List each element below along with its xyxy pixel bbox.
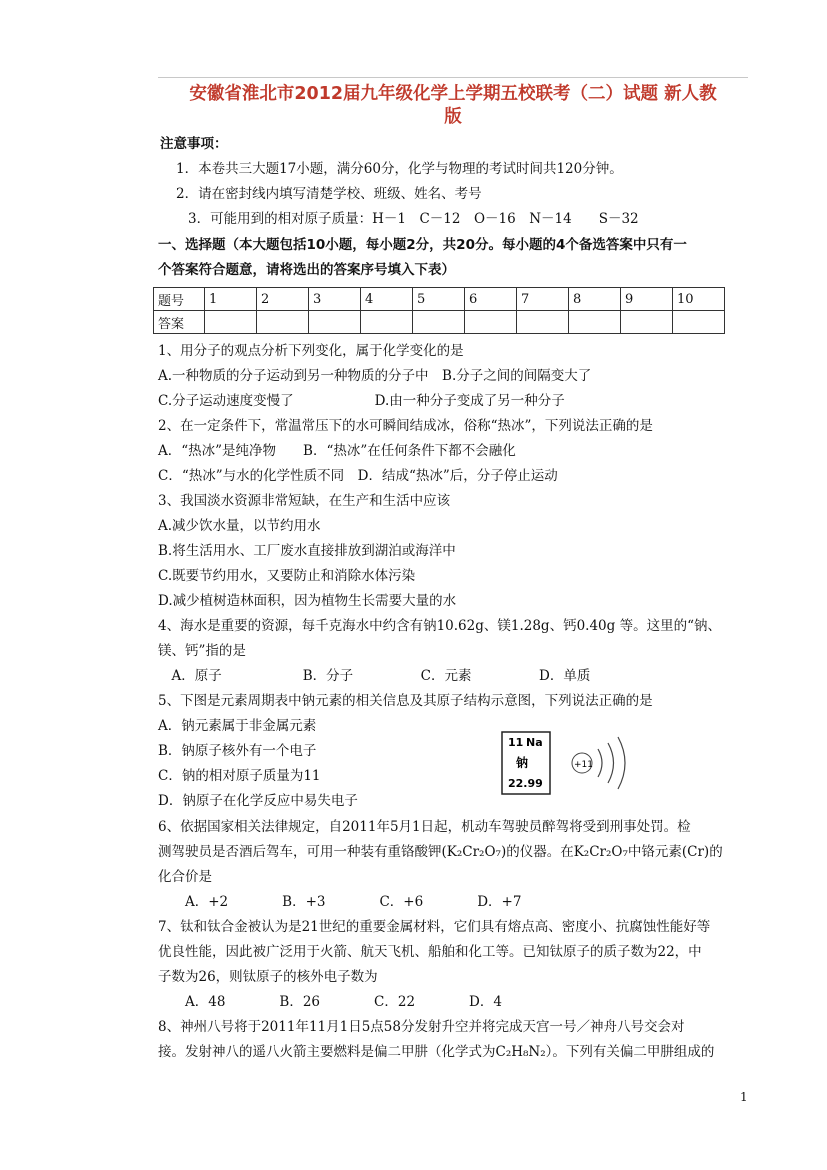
question-1-stem: 1、用分子的观点分析下列变化，属于化学变化的是 bbox=[158, 343, 464, 359]
question-7-stem-line-2: 优良性能，因此被广泛用于火箭、航天飞机、船舶和化工等。已知钛原子的质子数为22，中 bbox=[158, 944, 702, 960]
question-number-cell: 5 bbox=[413, 288, 465, 311]
section1-heading-line-1: 一、选择题（本大题包括10小题，每小题2分，共20分。每小题的4个备选答案中只有一 bbox=[158, 237, 687, 253]
question-2-stem: 2、在一定条件下，常温常压下的水可瞬间结成冰，俗称“热冰”，下列说法正确的是 bbox=[158, 418, 653, 434]
question-4-options: A．原子 B．分子 C．元素 D．单质 bbox=[158, 668, 591, 684]
answer-cell[interactable] bbox=[257, 311, 309, 334]
atomic-mass: 22.99 bbox=[508, 777, 543, 790]
element-name: 钠 bbox=[516, 756, 529, 770]
question-7-options: A．48 B．26 C．22 D．4 bbox=[158, 994, 502, 1010]
question-4-stem-line-1: 4、海水是重要的资源，每千克海水中约含有钠10.62g、镁1.28g、钙0.40g 等。这里的“钠、 bbox=[158, 618, 721, 634]
question-5-option-b: B．钠原子核外有一个电子 bbox=[158, 743, 317, 759]
electron-shell-3 bbox=[618, 737, 625, 789]
question-4-stem-line-2: 镁、钙”指的是 bbox=[158, 643, 246, 659]
question-number-cell: 6 bbox=[465, 288, 517, 311]
question-number-label: 题号 bbox=[154, 288, 205, 311]
question-7-stem-line-3: 子数为26，则钛原子的核外电子数为 bbox=[158, 969, 378, 985]
question-1-options-cd: C.分子运动速度变慢了 D.由一种分子变成了另一种分子 bbox=[158, 393, 565, 409]
nucleus-charge: +11 bbox=[574, 760, 593, 770]
answer-cell[interactable] bbox=[309, 311, 361, 334]
question-3-option-a: A.减少饮水量，以节约用水 bbox=[158, 518, 321, 534]
sodium-element-figure bbox=[500, 730, 640, 798]
question-6-stem-line-2: 测驾驶员是否酒后驾车，可用一种装有重铬酸钾(K₂Cr₂O₇)的仪器。在K₂Cr₂O₇中铬元素(Cr)的 bbox=[158, 844, 723, 860]
note-1: 1．本卷共三大题17小题，满分60分，化学与物理的考试时间共120分钟。 bbox=[176, 161, 623, 177]
answer-cell[interactable] bbox=[205, 311, 257, 334]
question-1-options-ab: A.一种物质的分子运动到另一种物质的分子中 B.分子之间的间隔变大了 bbox=[158, 368, 592, 384]
answer-table bbox=[153, 287, 725, 334]
question-number-cell: 3 bbox=[309, 288, 361, 311]
question-number-cell: 1 bbox=[205, 288, 257, 311]
question-2-options-cd: C．“热冰”与水的化学性质不同 D．结成“热冰”后，分子停止运动 bbox=[158, 468, 558, 484]
notes-heading: 注意事项： bbox=[160, 136, 228, 152]
question-number-cell: 4 bbox=[361, 288, 413, 311]
question-6-stem-line-1: 6、依据国家相关法律规定，自2011年5月1日起，机动车驾驶员醉驾将受到刑事处罚。检 bbox=[158, 819, 691, 835]
question-7-stem-line-1: 7、钛和钛合金被认为是21世纪的重要金属材料，它们具有熔点高、密度小、抗腐蚀性能好等 bbox=[158, 919, 711, 935]
answer-cell[interactable] bbox=[465, 311, 517, 334]
question-number-cell: 10 bbox=[673, 288, 725, 311]
answer-cell[interactable] bbox=[413, 311, 465, 334]
electron-shell-1 bbox=[598, 749, 602, 777]
question-6-stem-line-3: 化合价是 bbox=[158, 869, 212, 885]
question-number-cell: 7 bbox=[517, 288, 569, 311]
electron-shell-2 bbox=[608, 743, 614, 783]
section1-heading-line-2: 个答案符合题意，请将选出的答案序号填入下表） bbox=[158, 262, 455, 278]
note-2: 2．请在密封线内填写清楚学校、班级、姓名、考号 bbox=[176, 186, 482, 202]
note-3: 3．可能用到的相对原子质量：H－1 C－12 O－16 N－14 S－32 bbox=[188, 211, 639, 227]
question-5-stem: 5、下图是元素周期表中钠元素的相关信息及其原子结构示意图，下列说法正确的是 bbox=[158, 693, 653, 709]
question-2-options-ab: A．“热冰”是纯净物 B．“热冰”在任何条件下都不会融化 bbox=[158, 443, 516, 459]
document-title bbox=[150, 83, 756, 129]
header-rule bbox=[158, 77, 748, 78]
question-6-options: A．+2 B．+3 C．+6 D．+7 bbox=[158, 894, 522, 910]
page-number: 1 bbox=[740, 1090, 748, 1104]
element-symbol: Na bbox=[526, 736, 543, 749]
answer-cell[interactable] bbox=[361, 311, 413, 334]
answer-cell[interactable] bbox=[621, 311, 673, 334]
answer-cell[interactable] bbox=[569, 311, 621, 334]
question-3-option-c: C.既要节约用水，又要防止和消除水体污染 bbox=[158, 568, 416, 584]
answer-table-answer-row bbox=[154, 311, 725, 334]
title-line-2: 版 bbox=[444, 107, 462, 127]
question-number-cell: 8 bbox=[569, 288, 621, 311]
question-3-stem: 3、我国淡水资源非常短缺，在生产和生活中应该 bbox=[158, 493, 451, 509]
question-number-cell: 9 bbox=[621, 288, 673, 311]
question-8-stem-line-2: 接。发射神八的遥八火箭主要燃料是偏二甲肼（化学式为C₂H₈N₂）。下列有关偏二甲肼组成的 bbox=[158, 1044, 715, 1060]
question-5-option-a: A．钠元素属于非金属元素 bbox=[158, 718, 317, 734]
atomic-number: 11 bbox=[508, 736, 524, 749]
question-3-option-d: D.减少植树造林面积，因为植物生长需要大量的水 bbox=[158, 593, 457, 609]
title-line-1: 安徽省淮北市2012届九年级化学上学期五校联考（二）试题 新人教 bbox=[189, 84, 717, 104]
question-number-cell: 2 bbox=[257, 288, 309, 311]
question-3-option-b: B.将生活用水、工厂废水直接排放到湖泊或海洋中 bbox=[158, 543, 456, 559]
question-8-stem-line-1: 8、神州八号将于2011年11月1日5点58分发射升空并将完成天宫一号／神舟八号交会对 bbox=[158, 1019, 685, 1035]
answer-label: 答案 bbox=[154, 311, 205, 334]
answer-cell[interactable] bbox=[517, 311, 569, 334]
answer-cell[interactable] bbox=[673, 311, 725, 334]
question-5-option-d: D．钠原子在化学反应中易失电子 bbox=[158, 793, 358, 809]
answer-table-header-row bbox=[154, 288, 725, 311]
question-5-option-c: C．钠的相对原子质量为11 bbox=[158, 768, 321, 784]
